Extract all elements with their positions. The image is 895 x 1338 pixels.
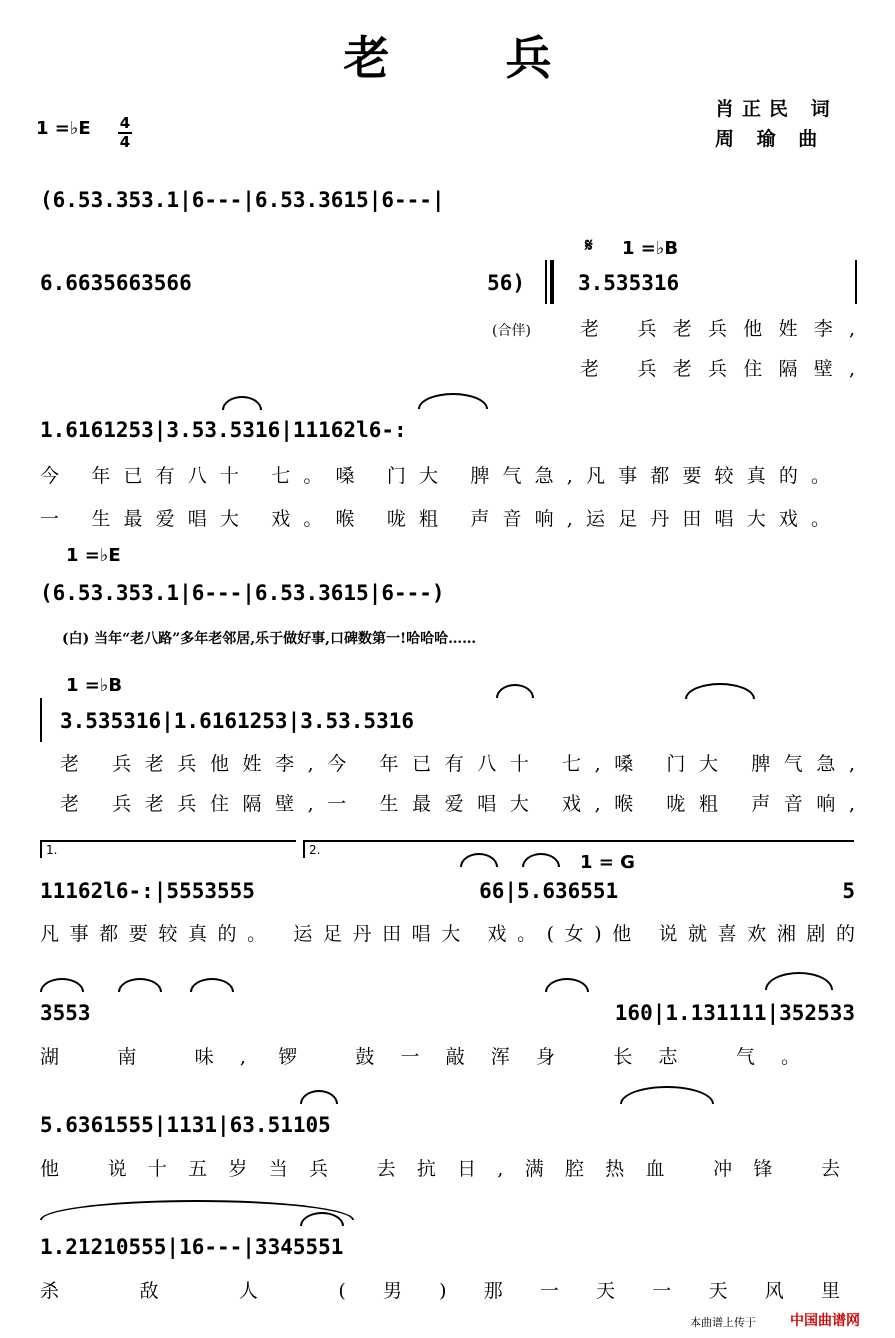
lyrics-verse-2 — [0, 505, 895, 533]
volta-1: 1. — [40, 840, 296, 858]
segno-mark: 𝄋 — [585, 235, 593, 256]
volta-2: 2. — [303, 840, 854, 858]
lyric-line: 凡事都要较真的。 运足丹田唱大 戏。(女)他 说就喜欢湘剧的 — [40, 923, 855, 945]
barline — [855, 260, 857, 304]
repeat-barline-thick — [40, 698, 42, 742]
staff-notes: (6.53.353.1|6---|6.53.3615|6---) — [40, 581, 445, 605]
lyric-line: 今 年已有八十 七。嗓 门大 脾气急,凡事都要较真的。 — [40, 465, 830, 487]
lyricist-credit: 肖正民 词 — [715, 98, 838, 120]
lyric-line: 他 说十五岁当兵 去抗日,满腔热血 冲锋 去 — [40, 1158, 840, 1180]
staff-8 — [0, 1100, 895, 1150]
lyric-line: 一 生最爱唱大 戏。喉 咙粗 声音响,运足丹田唱大戏。 — [40, 508, 830, 530]
staff-notes: 3.535316|1.6161253|3.53.5316 — [60, 709, 415, 733]
lyrics-line — [0, 1155, 895, 1183]
repeat-barline — [545, 260, 547, 304]
staff-6 — [0, 866, 895, 916]
lyric-line: 老 兵老兵他姓李, — [580, 318, 855, 340]
repeat-barline-thick — [550, 260, 554, 304]
lyric-line: 老 兵老兵住隔壁,一 生最爱唱大 戏,喉 咙粗 声音响, — [60, 793, 855, 815]
spoken-narration: (白) 当年“老八路”多年老邻居,乐于做好事,口碑数第一!哈哈哈…… — [62, 631, 477, 647]
lyric-line: 老 兵老兵住隔壁, — [580, 358, 855, 380]
staff-notes: 11162l6-:|5553555 66|5.636551 5 — [40, 879, 855, 903]
lyrics-verse-1 — [0, 750, 895, 778]
upload-note: 本曲谱上传于 — [690, 1316, 756, 1329]
lyrics-verse-1 — [0, 462, 895, 490]
staff-9 — [0, 1222, 895, 1272]
lyrics-verse-2 — [0, 790, 895, 818]
lyrics-line — [0, 920, 895, 948]
song-title: 老 兵 — [343, 31, 602, 85]
lyrics-verse-2 — [0, 355, 895, 383]
staff-notes: 3.535316 — [578, 271, 680, 295]
lyrics-line — [0, 1277, 895, 1305]
lyrics-line — [0, 1043, 895, 1071]
key-change: 1 = G — [580, 852, 635, 873]
composer-credit: 周 瑜 曲 — [715, 128, 826, 150]
key-change: 1 =♭B — [66, 675, 123, 696]
staff-notes: 1.21210555|16---|3345551 — [40, 1235, 344, 1259]
staff-2 — [0, 258, 895, 308]
staff-notes: (6.53.353.1|6---|6.53.3615|6---| — [40, 188, 445, 212]
staff-4 — [0, 568, 895, 618]
lyrics-verse-1 — [0, 315, 895, 343]
staff-notes: 5.6361555|1131|63.51105 — [40, 1113, 331, 1137]
lyric-line: 老 兵老兵他姓李,今 年已有八十 七,嗓 门大 脾气急, — [60, 753, 855, 775]
time-signature — [118, 116, 132, 150]
staff-7 — [0, 988, 895, 1038]
key-change: 1 =♭B — [622, 238, 679, 259]
staff-1 — [0, 175, 895, 225]
staff-5 — [0, 696, 895, 746]
staff-notes: 1.6161253|3.53.5316|11162l6-: — [40, 418, 407, 442]
lyric-tag: (合伴) — [492, 323, 531, 339]
staff-notes: 3553 160|1.131111|352533 — [40, 1001, 855, 1025]
lyric-line: 杀 敌 人 (男)那一天一天风里 — [40, 1280, 840, 1302]
lyric-line: 湖 南 味, 锣 鼓一敲浑身 长志 气。 — [40, 1046, 800, 1068]
time-signature-bottom: 4 — [119, 133, 131, 151]
site-logo: 中国曲谱网 — [790, 1313, 860, 1329]
key-signature: 1 =♭E — [36, 118, 91, 139]
time-signature-top: 4 — [119, 114, 131, 132]
staff-notes: 6.6635663566 56) — [40, 271, 525, 295]
staff-3 — [0, 405, 895, 455]
key-change: 1 =♭E — [66, 545, 121, 566]
